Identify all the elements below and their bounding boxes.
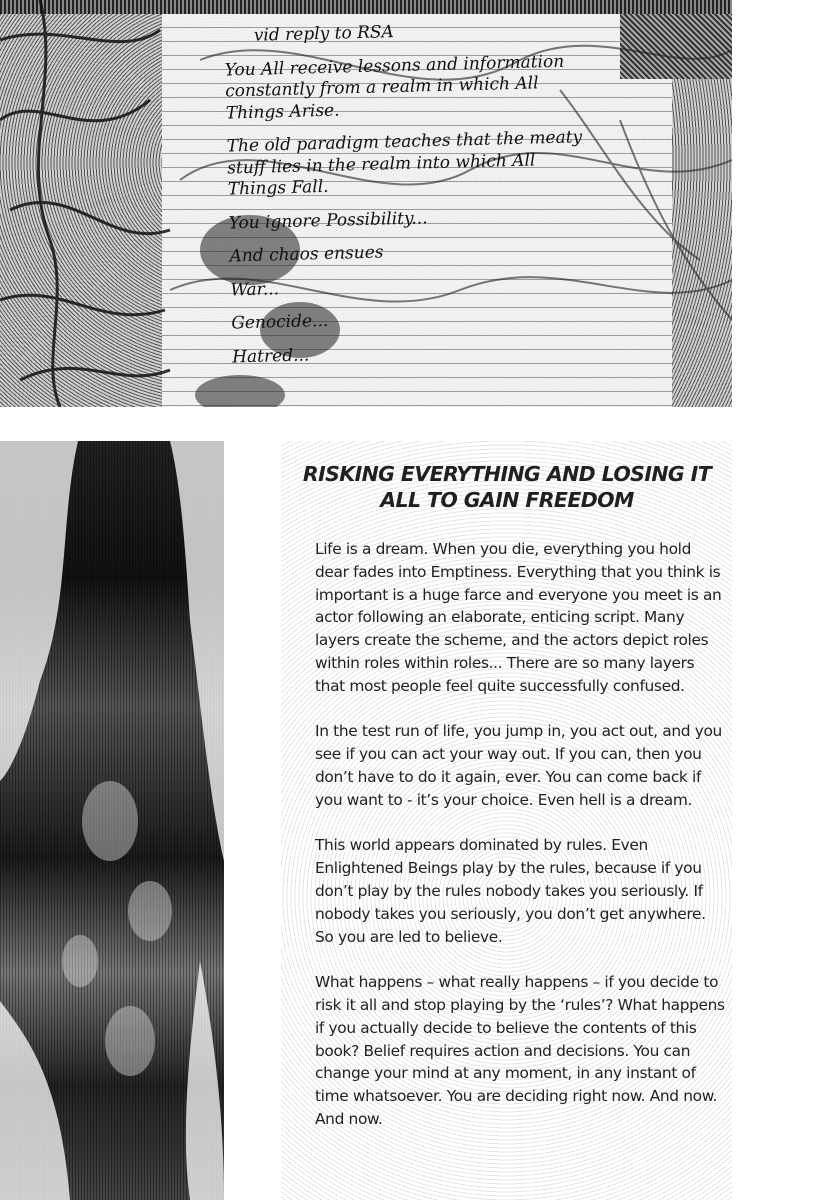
handwritten-collage-image [0,0,732,407]
article-paragraph: This world appears dominated by rules. Even Enlightened Beings play by the rules, because if you don’t play by the rules nobody takes you seriously. If nobody takes you seriously, you don’t get anywhere. So you are led to believe. [315,836,706,946]
article-title: RISKING EVERYTHING AND LOSING IT ALL TO GAIN FREEDOM [302,462,712,512]
article-panel [281,441,732,1200]
hw-line: Things Fall. [227,177,329,200]
halftone-texture-strip [0,441,224,1200]
hw-line: You ignore Possibility... [228,208,428,234]
hw-line: constantly from a realm in which All [225,73,539,102]
article-paragraph: Life is a dream. When you die, everything you hold dear fades into Emptiness. Everything that you think is important is a huge farce and everyone you meet is an actor following an elaborate, enticing script. Many layers create the scheme, and the actors depict roles within roles within roles... There are so many layers that most people feel quite successfully confused. [315,540,722,695]
hw-line: Genocide... [231,311,329,334]
hw-line: The old paradigm teaches that the meaty [226,127,583,157]
article-paragraph: What happens – what really happens – if you decide to risk it all and stop playing by the ‘rules’? What happens if you actually decide to believe the contents of this book? Belief requires action and decisions. You can change your mind at any moment, in any instant of time whatsoever. You are deciding right now. And now. And now. [315,973,725,1128]
handwritten-note [224,17,653,370]
hw-line: vid reply to RSA [253,22,395,46]
texture-highlights [0,441,224,1200]
hw-line: And chaos ensues [229,242,384,267]
hw-line: Hatred... [231,345,310,368]
hw-line: stuff lies in the realm into which All [227,150,536,179]
hw-line: Things Arise. [225,100,340,124]
article-paragraph: In the test run of life, you jump in, you act out, and you see if you can act your way out. If you can, then you don’t have to do it again, ever. You can come back if you want to - it’s your choice. Even hell is a dream. [315,722,722,809]
hw-line: War... [230,279,280,301]
hw-line: You All receive lessons and information [224,51,565,81]
article-body [315,538,725,1154]
